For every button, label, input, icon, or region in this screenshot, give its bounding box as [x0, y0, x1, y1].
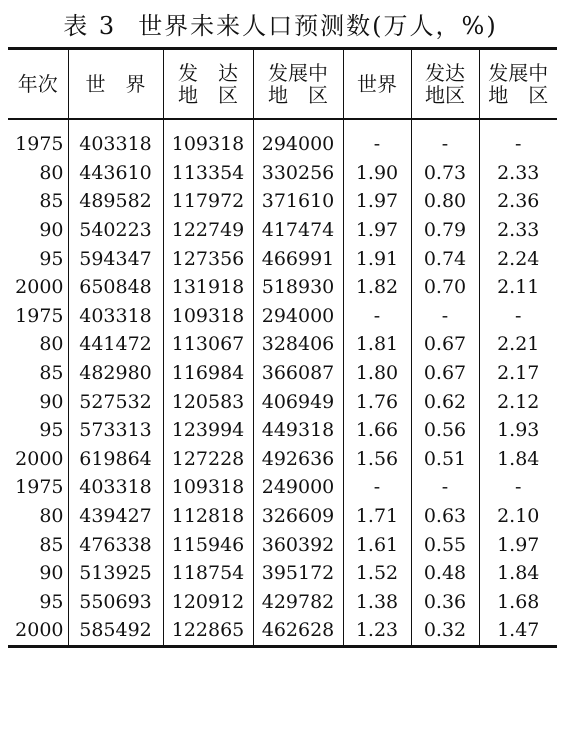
value-cell: 2.33	[479, 216, 557, 245]
value-cell: 2.21	[479, 330, 557, 359]
value-cell: 294000	[253, 130, 343, 159]
value-cell: 403318	[68, 130, 163, 159]
value-cell: 1.23	[343, 616, 411, 646]
column-header-line: 发 达	[178, 61, 238, 85]
year-cell: 90	[39, 219, 64, 242]
value-cell: 1.68	[479, 588, 557, 617]
year-cell: 2000	[15, 619, 64, 642]
year-cell: 85	[39, 533, 64, 556]
spacer-cell	[411, 119, 479, 130]
table-row	[8, 216, 557, 245]
column-header-line: 地 区	[268, 83, 328, 107]
value-cell: 513925	[68, 559, 163, 588]
value-cell: 294000	[253, 302, 343, 331]
value-cell: 1.91	[343, 244, 411, 273]
value-cell: 492636	[253, 445, 343, 474]
table-row	[8, 330, 557, 359]
year-cell: 80	[39, 333, 64, 356]
value-cell: 1.97	[479, 530, 557, 559]
value-cell: 403318	[68, 473, 163, 502]
value-cell: 360392	[253, 530, 343, 559]
column-header-line: 地 区	[178, 83, 238, 107]
spacer-cell	[68, 119, 163, 130]
value-cell: 326609	[253, 502, 343, 531]
value-cell: 0.67	[411, 359, 479, 388]
table-row	[8, 616, 557, 646]
value-cell: 650848	[68, 273, 163, 302]
value-cell: 476338	[68, 530, 163, 559]
value-cell: 443610	[68, 159, 163, 188]
table-row	[8, 130, 557, 159]
year-cell: 80	[39, 161, 64, 184]
value-cell: 518930	[253, 273, 343, 302]
value-cell: 1.97	[343, 216, 411, 245]
table-row	[8, 387, 557, 416]
value-cell: 439427	[68, 502, 163, 531]
value-cell: 1.71	[343, 502, 411, 531]
value-cell: 366087	[253, 359, 343, 388]
spacer-row	[8, 119, 557, 130]
value-cell: 249000	[253, 473, 343, 502]
value-cell: 482980	[68, 359, 163, 388]
value-cell: 441472	[68, 330, 163, 359]
value-cell: 113067	[163, 330, 253, 359]
column-header	[253, 49, 343, 120]
value-cell: -	[343, 130, 411, 159]
value-cell: 0.80	[411, 187, 479, 216]
value-cell: 112818	[163, 502, 253, 531]
column-header	[479, 49, 557, 120]
value-cell: 1.52	[343, 559, 411, 588]
value-cell: 1.56	[343, 445, 411, 474]
value-cell: 2.17	[479, 359, 557, 388]
year-cell: 95	[39, 419, 64, 442]
table-row	[8, 187, 557, 216]
spacer-cell	[163, 119, 253, 130]
value-cell: 328406	[253, 330, 343, 359]
value-cell: -	[343, 473, 411, 502]
column-header-line: 地区	[425, 83, 465, 107]
value-cell: 109318	[163, 473, 253, 502]
value-cell: 1.38	[343, 588, 411, 617]
population-forecast-table	[8, 47, 557, 648]
value-cell: 417474	[253, 216, 343, 245]
value-cell: 122749	[163, 216, 253, 245]
value-cell: 1.93	[479, 416, 557, 445]
column-header	[411, 49, 479, 120]
value-cell: 109318	[163, 302, 253, 331]
value-cell: 127356	[163, 244, 253, 273]
table-title	[0, 6, 561, 41]
column-header-line: 发展中	[268, 61, 328, 85]
value-cell: 1.82	[343, 273, 411, 302]
value-cell: 1.90	[343, 159, 411, 188]
year-cell: 80	[39, 505, 64, 528]
value-cell: 371610	[253, 187, 343, 216]
value-cell: 0.63	[411, 502, 479, 531]
value-cell: 2.33	[479, 159, 557, 188]
year-cell: 90	[39, 562, 64, 585]
table-row	[8, 559, 557, 588]
value-cell: 0.48	[411, 559, 479, 588]
value-cell: 406949	[253, 387, 343, 416]
table-row	[8, 302, 557, 331]
value-cell: 1.80	[343, 359, 411, 388]
column-header-line: 年次	[17, 72, 58, 96]
value-cell: 0.62	[411, 387, 479, 416]
year-cell: 2000	[15, 447, 64, 470]
table-caption: 世界未来人口预测数(万人，%)	[138, 12, 498, 40]
value-cell: 540223	[68, 216, 163, 245]
value-cell: 116984	[163, 359, 253, 388]
value-cell: 2.36	[479, 187, 557, 216]
value-cell: -	[343, 302, 411, 331]
value-cell: 115946	[163, 530, 253, 559]
year-cell: 90	[39, 390, 64, 413]
value-cell: 527532	[68, 387, 163, 416]
spacer-cell	[343, 119, 411, 130]
value-cell: 1.66	[343, 416, 411, 445]
value-cell: 489582	[68, 187, 163, 216]
spacer-cell	[479, 119, 557, 130]
value-cell: -	[479, 473, 557, 502]
value-cell: 466991	[253, 244, 343, 273]
column-header-line: 发展中	[488, 61, 549, 85]
column-header	[8, 49, 68, 120]
value-cell: 585492	[68, 616, 163, 646]
year-cell: 95	[39, 247, 64, 270]
value-cell: 0.55	[411, 530, 479, 559]
value-cell: 120912	[163, 588, 253, 617]
table-row	[8, 473, 557, 502]
value-cell: 109318	[163, 130, 253, 159]
value-cell: -	[411, 473, 479, 502]
value-cell: 0.67	[411, 330, 479, 359]
year-cell: 95	[39, 590, 64, 613]
table-row	[8, 445, 557, 474]
table-row	[8, 273, 557, 302]
value-cell: 0.36	[411, 588, 479, 617]
value-cell: 2.11	[479, 273, 557, 302]
value-cell: -	[411, 302, 479, 331]
value-cell: 1.81	[343, 330, 411, 359]
column-header	[163, 49, 253, 120]
year-cell: 2000	[15, 276, 64, 299]
value-cell: 395172	[253, 559, 343, 588]
value-cell: 1.84	[479, 445, 557, 474]
table-row	[8, 502, 557, 531]
value-cell: 123994	[163, 416, 253, 445]
value-cell: 1.47	[479, 616, 557, 646]
value-cell: 0.74	[411, 244, 479, 273]
value-cell: 1.76	[343, 387, 411, 416]
table-body	[8, 119, 557, 646]
column-header	[68, 49, 163, 120]
value-cell: 1.97	[343, 187, 411, 216]
table-row	[8, 588, 557, 617]
spacer-cell	[8, 119, 68, 130]
table-row	[8, 530, 557, 559]
value-cell: 122865	[163, 616, 253, 646]
value-cell: 449318	[253, 416, 343, 445]
table-row	[8, 244, 557, 273]
value-cell: 594347	[68, 244, 163, 273]
value-cell: 1.84	[479, 559, 557, 588]
column-header	[343, 49, 411, 120]
value-cell: -	[479, 130, 557, 159]
year-cell: 85	[39, 362, 64, 385]
value-cell: 113354	[163, 159, 253, 188]
year-cell: 85	[39, 190, 64, 213]
header-row	[8, 49, 557, 120]
spacer-cell	[253, 119, 343, 130]
value-cell: 118754	[163, 559, 253, 588]
column-header-line: 地 区	[488, 83, 549, 107]
year-cell: 1975	[15, 304, 64, 327]
year-cell: 1975	[15, 476, 64, 499]
value-cell: 131918	[163, 273, 253, 302]
value-cell: 0.73	[411, 159, 479, 188]
table-row	[8, 416, 557, 445]
year-cell: 1975	[15, 133, 64, 156]
value-cell: 2.12	[479, 387, 557, 416]
value-cell: 117972	[163, 187, 253, 216]
column-header-line: 世界	[357, 72, 397, 96]
value-cell: 2.24	[479, 244, 557, 273]
value-cell: 429782	[253, 588, 343, 617]
value-cell: 462628	[253, 616, 343, 646]
value-cell: 1.61	[343, 530, 411, 559]
value-cell: 0.32	[411, 616, 479, 646]
value-cell: 573313	[68, 416, 163, 445]
value-cell: 0.56	[411, 416, 479, 445]
value-cell: -	[479, 302, 557, 331]
value-cell: 0.79	[411, 216, 479, 245]
value-cell: 0.51	[411, 445, 479, 474]
value-cell: 403318	[68, 302, 163, 331]
table-number: 表 3	[63, 12, 117, 40]
value-cell: 550693	[68, 588, 163, 617]
table-row	[8, 359, 557, 388]
value-cell: 0.70	[411, 273, 479, 302]
column-header-line: 世 界	[85, 72, 146, 96]
value-cell: -	[411, 130, 479, 159]
table-row	[8, 159, 557, 188]
column-header-line: 发达	[425, 61, 465, 85]
value-cell: 330256	[253, 159, 343, 188]
value-cell: 120583	[163, 387, 253, 416]
value-cell: 619864	[68, 445, 163, 474]
value-cell: 127228	[163, 445, 253, 474]
value-cell: 2.10	[479, 502, 557, 531]
